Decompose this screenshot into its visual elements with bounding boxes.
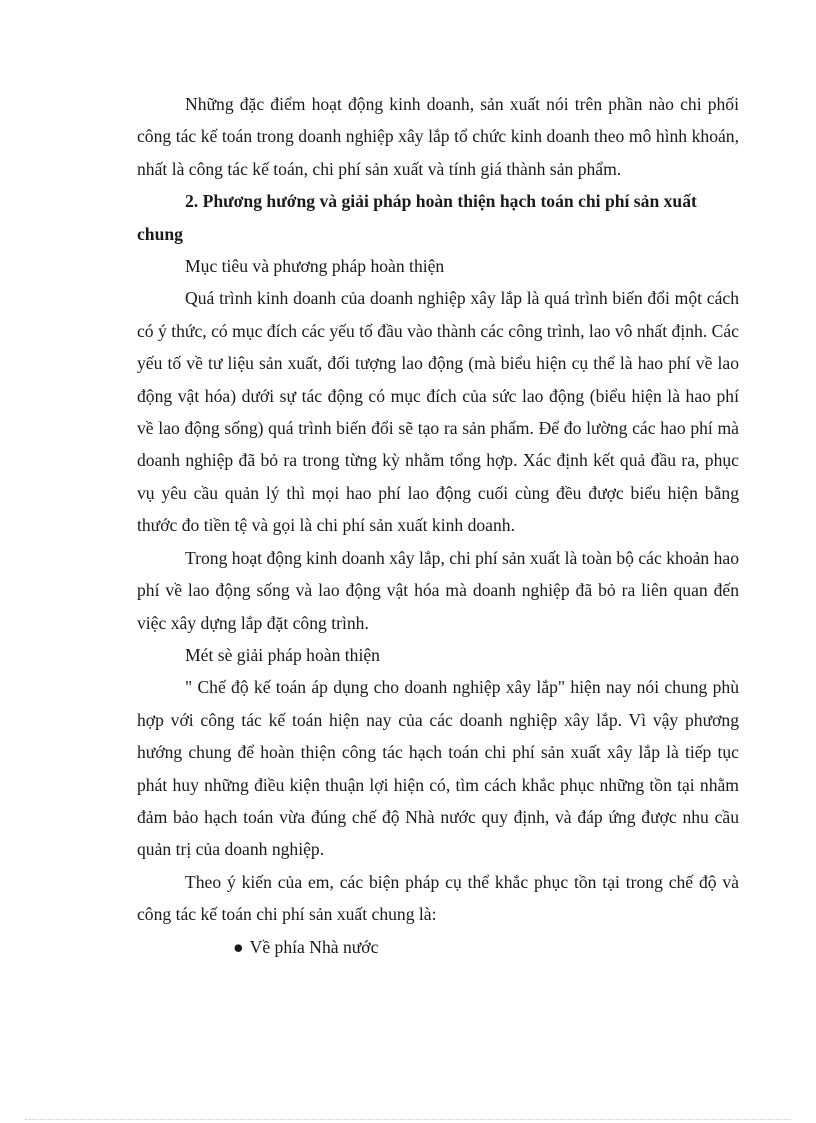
business-process-paragraph: Quá trình kinh doanh của doanh nghiệp xây lắp là quá trình biến đổi một cách có ý thức, có mục đích các yếu tố đầu vào thành các công trình, lao vô nhất định. Các yếu tố về tư liệu sản xuất, đối tượng lao động (mà biểu hiện cụ thể là hao phí về lao động vật hóa) dưới sự tác động có mục đích của sức lao động (biểu hiện là hao phí về lao động sống) quá trình biến đổi sẽ tạo ra sản phẩm. Để đo lường các hao phí mà doanh nghiệp đã bỏ ra trong từng kỳ nhằm tổng hợp. Xác định kết quả đầu ra, phục vụ yêu cầu quản lý thì mọi hao phí lao động cuối cùng đều được biểu hiện bằng thước đo tiền tệ và gọi là chi phí sản xuất kinh doanh. — [137, 288, 739, 536]
accounting-regime-paragraph: " Chế độ kế toán áp dụng cho doanh nghiệp xây lắp" hiện nay nói chung phù hợp với công tác kế toán hiện nay của các doanh nghiệp xây lắp. Vì vậy phương hướng chung để hoàn thiện công tác hạch toán chi phí sản xuất xây lắp là tiếp tục phát huy những điều kiện thuận lợi hiện có, tìm cách khắc phục những tồn tại nhằm đảm bảo hạch toán vừa đúng chế độ Nhà nước quy định, và đáp ứng được nhu cầu quản trị của doanh nghiệp. — [137, 677, 739, 860]
section-heading: 2. Phương hướng và giải pháp hoàn thiện hạch toán chi phí sản xuất chung — [137, 191, 697, 244]
bullet-item — [137, 931, 739, 963]
subheading-objectives: Mục tiêu và phương pháp hoàn thiện — [185, 256, 445, 277]
intro-paragraph: Những đặc điểm hoạt động kinh doanh, sản xuất nói trên phần nào chi phối công tác kế toán trong doanh nghiệp xây lắp tổ chức kinh doanh theo mô hình khoán, nhất là công tác kế toán, chi phí sản xuất và tính giá thành sản phẩm. — [137, 94, 739, 179]
bullet-text: Về phía Nhà nước — [249, 936, 379, 957]
opinion-paragraph: Theo ý kiến của em, các biện pháp cụ thể khắc phục tồn tại trong chế độ và công tác kế toán chi phí sản xuất chung là: — [137, 871, 739, 925]
subheading-solutions: Mét sè giải pháp hoàn thiện — [185, 644, 380, 665]
document-body — [137, 88, 739, 963]
bullet-icon: ● — [233, 936, 244, 957]
footer-divider — [25, 1119, 791, 1120]
production-cost-paragraph: Trong hoạt động kinh doanh xây lắp, chi phí sản xuất là toàn bộ các khoản hao phí về lao động sống và lao động vật hóa mà doanh nghiệp đã bỏ ra liên quan đến việc xây dựng lắp đặt công trình. — [137, 547, 739, 633]
